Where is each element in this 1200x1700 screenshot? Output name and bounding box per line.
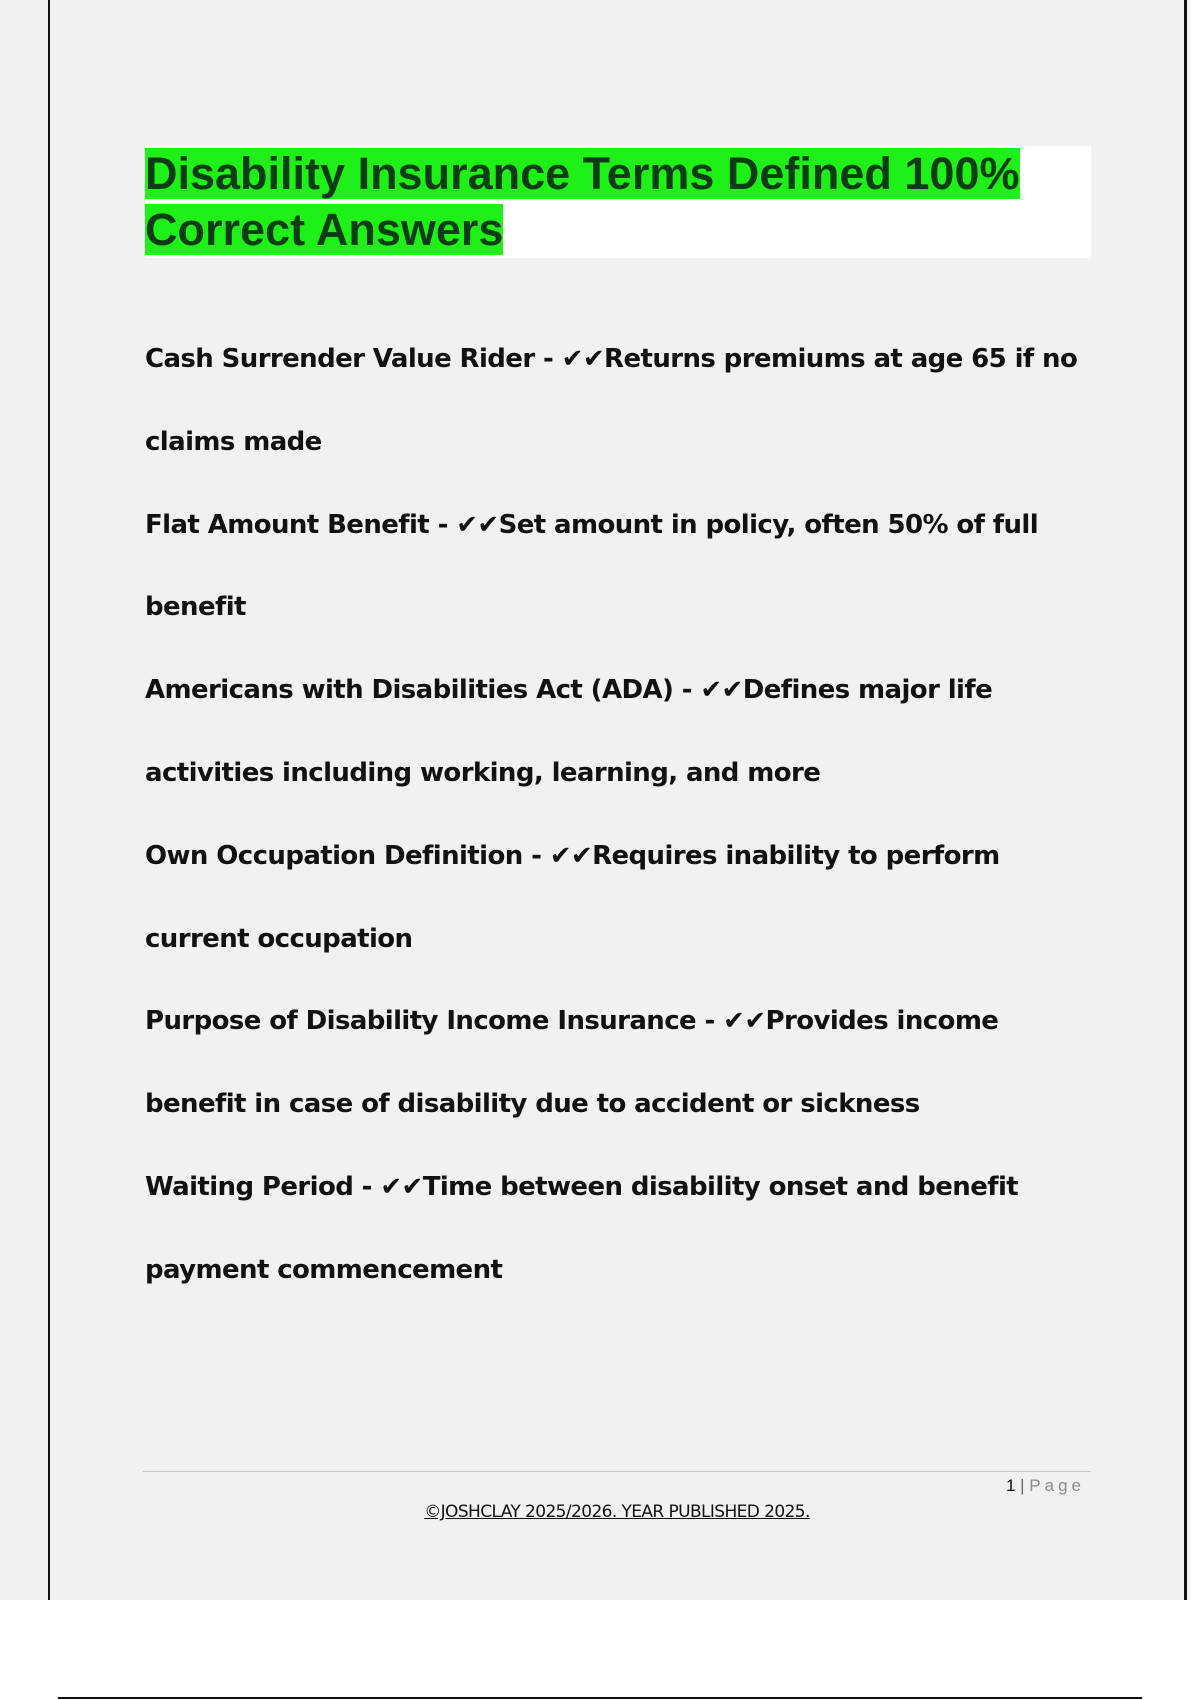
term-definition: Defines major life activities including working, learning, and more (145, 675, 993, 788)
term-entry (145, 815, 1095, 981)
term-name: Americans with Disabilities Act (ADA) (145, 675, 674, 706)
page-number (960, 1474, 1085, 1498)
term-list (145, 318, 1095, 1312)
term-entry (145, 484, 1095, 650)
term-definition: Set amount in policy, often 50% of full benefit (145, 509, 1039, 623)
footer-divider (143, 1471, 1091, 1472)
page-number-separator: | (1020, 1476, 1025, 1495)
check-separator: - ✔✔ (522, 840, 593, 871)
term-name: Waiting Period (145, 1171, 354, 1202)
page-label: Page (1029, 1476, 1085, 1495)
check-separator: - ✔✔ (353, 1171, 423, 1202)
check-separator: - ✔✔ (696, 1006, 766, 1037)
term-definition: Provides income benefit in case of disability due to accident or sickness (145, 1006, 999, 1120)
document-title-text: Disability Insurance Terms Defined 100% Correct Answers (145, 148, 1020, 255)
term-definition: Returns premiums at age 65 if no claims made (145, 344, 1078, 457)
term-definition: Requires inability to perform current occupation (145, 840, 1000, 954)
page-number-value: 1 (1005, 1476, 1016, 1495)
document-title (145, 146, 1091, 258)
next-page-rule (58, 1697, 1142, 1699)
term-definition: Time between disability onset and benefit payment commencement (145, 1171, 1019, 1285)
term-entry (145, 649, 1095, 815)
term-name: Own Occupation Definition (145, 840, 523, 871)
term-entry (145, 318, 1095, 484)
check-separator: - ✔✔ (673, 675, 743, 706)
page-right-border (1184, 0, 1187, 1600)
term-entry (145, 1146, 1095, 1312)
term-name: Cash Surrender Value Rider (145, 344, 535, 374)
check-separator: - ✔✔ (429, 509, 499, 540)
term-entry (145, 980, 1095, 1146)
check-separator: - ✔✔ (534, 344, 605, 374)
term-name: Purpose of Disability Income Insurance (145, 1006, 697, 1037)
title-block (145, 146, 1091, 258)
copyright-notice: ©JOSHCLAY 2025/2026. YEAR PUBLISHED 2025. (424, 1502, 810, 1522)
page-left-border (48, 0, 50, 1600)
term-name: Flat Amount Benefit (145, 509, 430, 540)
